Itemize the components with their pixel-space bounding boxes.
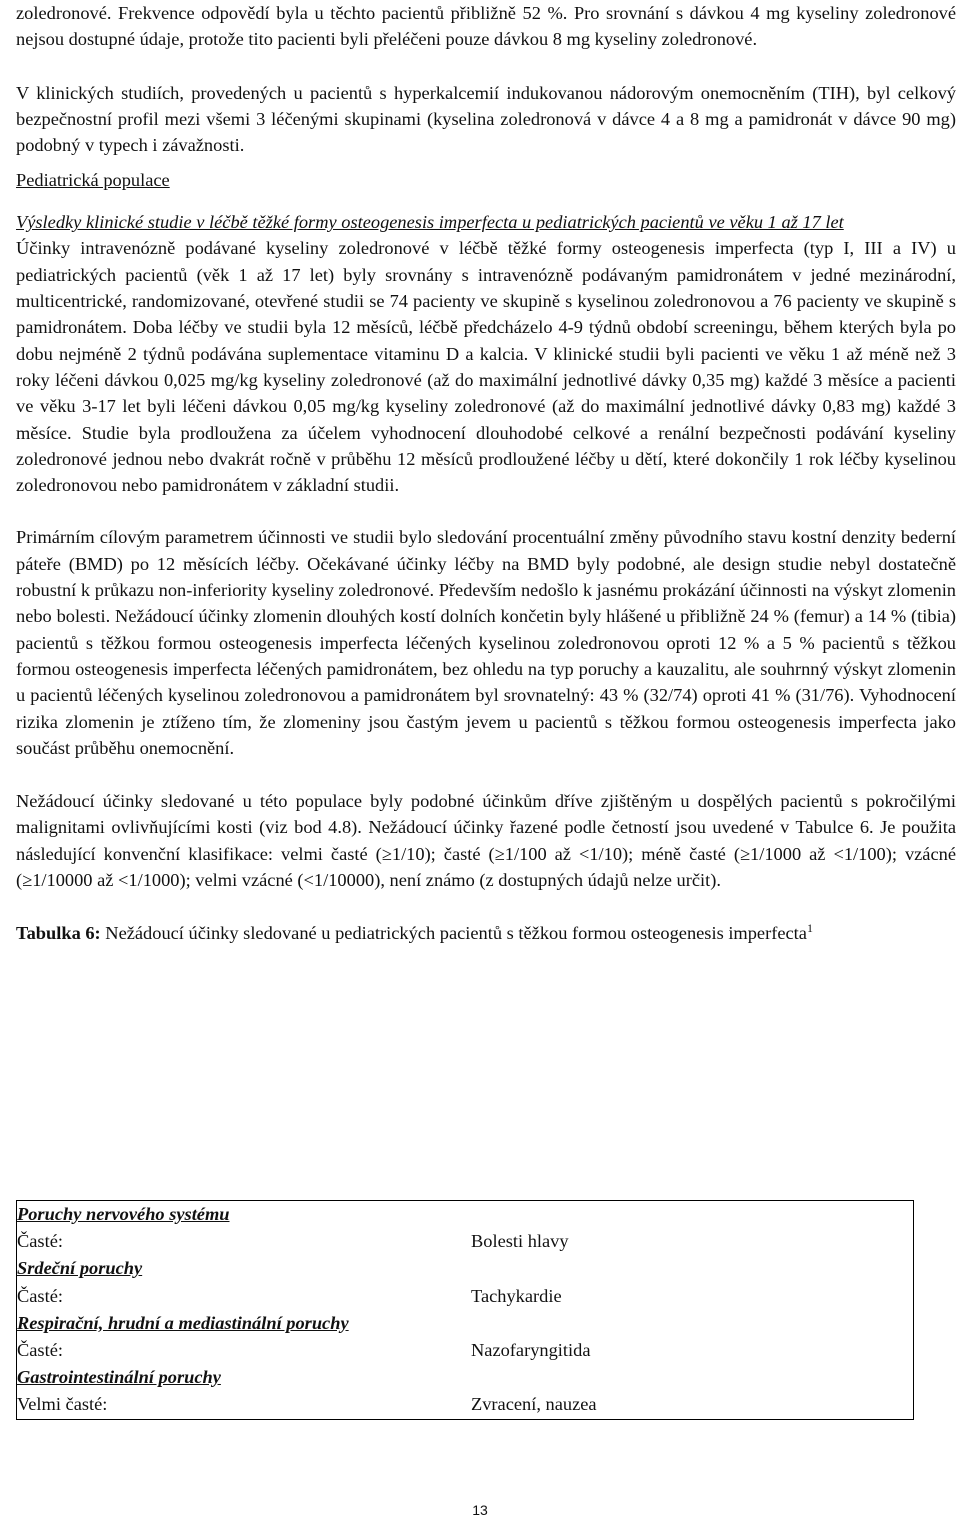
table-category-cell: Respirační, hrudní a mediastinální poruchy (17, 1312, 349, 1333)
primary-endpoint-paragraph: Primárním cílovým parametrem účinnosti ve studii bylo sledování procentuální změny původního stavu kostní denzity bederní páteře (BMD) po 12 měsících léčby. Očekávané účinky léčby na BMD byly podobné, ale design studie nebyl dostatečně robustní k průkazu non-inferiority kyseliny zoledronové. Především nedošlo k jasnému prokázání účinnosti na výskyt zlomenin nebo bolesti. Nežádoucí účinky zlomenin dlouhých kostí dolních končetin byly hlášené u přibližně 24 % (femur) a 14 % (tibia) pacientů s těžkou formou osteogenesis imperfecta léčených kyselinou zoledronovou oproti 12 % a 5 % pacientů s těžkou formou osteogenesis imperfecta léčených pamidronátem, bez ohledu na typ poruchy a kauzalitu, ale souhrnný výskyt zlomenin u pacientů léčených kyselinou zoledronovou a pamidronátem byl srovnatelný: 43 % (32/74) oproti 41 % (31/76). Vyhodnocení rizika zlomenin je ztíženo tím, že zlomeniny jsou častým jevem u pacientů s těžkou formou osteogenesis imperfecta jako součást průběhu onemocnění. (16, 527, 956, 758)
effect-cell: Zvracení, nauzea (471, 1394, 597, 1415)
frequency-cell: Časté: (17, 1231, 63, 1252)
table-row (17, 1391, 914, 1419)
frequency-cell: Velmi časté: (17, 1394, 108, 1415)
table-category-row (17, 1255, 914, 1282)
table-category-row (17, 1310, 914, 1337)
table-row (17, 1283, 914, 1310)
effect-cell: Tachykardie (471, 1285, 562, 1306)
adverse-effects-paragraph: Nežádoucí účinky sledované u této populace byly podobné účinkům dříve zjištěným u dospělých pacientů s pokročilými malignitami ovlivňujícími kosti (viz bod 4.8). Nežádoucí účinky řazené podle četností jsou uvedené v Tabulce 6. Je použita následující konvenční klasifikace: velmi časté (≥1/10); časté (≥1/100 až <1/10); méně časté (≥1/1000 až <1/100); vzácné (≥1/10000 až <1/1000); velmi vzácné (<1/10000), není známo (z dostupných údajů nelze určit). (16, 791, 956, 891)
tih-paragraph: V klinických studiích, provedených u pacientů s hyperkalcemií indukovanou nádorovým onemocněním (TIH), byl celkový bezpečnostní profil mezi všemi 3 léčenými skupinami (kyselina zoledronová v dávce 4 a 8 mg a pamidronát v dávce 90 mg) podobný v typech i závažnosti. (16, 82, 956, 156)
table-category-cell: Gastrointestinální poruchy (17, 1367, 221, 1388)
table-category-row (17, 1201, 914, 1229)
study-body-paragraph: Účinky intravenózně podávané kyseliny zoledronové v léčbě těžké formy osteogenesis imperfecta (typ I, III a IV) u pediatrických pacientů (věk 1 až 17 let) byly srovnány s intravenózně podávaným pamidronátem v jedné mezinárodní, multicentrické, randomizované, otevřené studii se 74 pacienty ve skupině s kyselinou zoledronovou a 76 pacienty ve skupině s pamidronátem. Doba léčby ve studii byla 12 měsíců, léčbě předcházelo 4-9 týdnů období screeningu, během kterých byla po dobu nejméně 2 týdnů podávána suplementace vitaminu D a kalcia. V klinické studii byli pacienti ve věku 1 až méně než 3 roky léčeni dávkou 0,025 mg/kg kyseliny zoledronové (až do maximální jednotlivé dávky 0,35 mg) každé 3 měsíce a pacienti ve věku 3-17 let byli léčeni dávkou 0,05 mg/kg kyseliny zoledronové (až do maximální jednotlivé dávky 0,83 mg) každé 3 měsíce. Studie byla prodloužena za účelem vyhodnocení dlouhodobé celkové a renální bezpečnosti podávání kyseliny zoledronové jednou nebo dvakrát ročně v průběhu 12 měsíců prodloužené léčby u dětí, které dokončily 1 rok léčby kyselinou zoledronovou nebo pamidronátem v základní studii. (16, 238, 956, 496)
table-row (17, 1337, 914, 1364)
intro-paragraph: zoledronové. Frekvence odpovědí byla u těchto pacientů přibližně 52 %. Pro srovnání s dávkou 4 mg kyseliny zoledronové nejsou dostupné údaje, protože tito pacienti byli přeléčeni pouze dávkou 8 mg kyseliny zoledronové. (16, 3, 956, 50)
page-number: 13 (472, 1502, 488, 1518)
effect-cell: Bolesti hlavy (471, 1231, 569, 1252)
table-caption-label: Tabulka 6: (16, 923, 101, 944)
table-caption-superscript: 1 (806, 921, 813, 936)
adverse-effects-table (16, 1200, 914, 1420)
document-page (16, 0, 956, 1415)
table-category-cell: Srdeční poruchy (17, 1258, 143, 1279)
table-row (17, 1228, 914, 1255)
table-category-cell: Poruchy nervového systému (17, 1204, 230, 1225)
frequency-cell: Časté: (17, 1285, 63, 1306)
study-title: Výsledky klinické studie v léčbě těžké formy osteogenesis imperfecta u pediatrických pacientů ve věku 1 až 17 let (16, 212, 844, 233)
pediatric-heading: Pediatrická populace (16, 170, 170, 191)
effect-cell: Nazofaryngitida (471, 1340, 591, 1361)
frequency-cell: Časté: (17, 1340, 63, 1361)
table-caption (16, 920, 956, 947)
table-category-row (17, 1364, 914, 1391)
table-caption-text: Nežádoucí účinky sledované u pediatrických pacientů s těžkou formou osteogenesis imperfecta (100, 923, 807, 944)
